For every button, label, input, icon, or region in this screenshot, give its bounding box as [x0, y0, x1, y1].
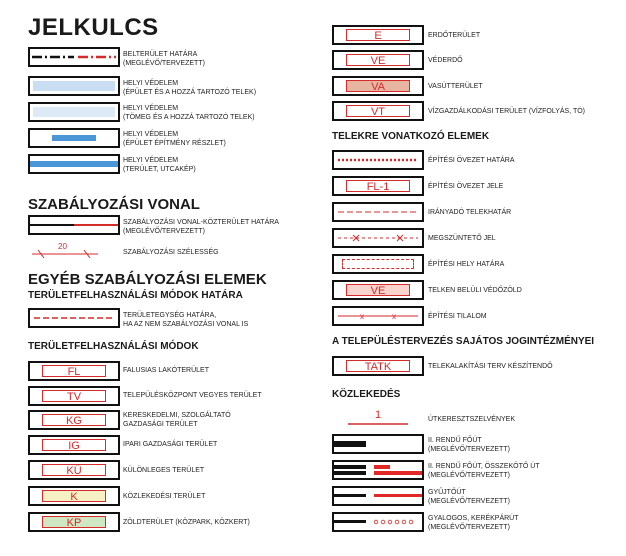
helyi-vedelem-2-symbol — [28, 102, 120, 122]
gyujtout-symbol — [332, 486, 424, 506]
label-epitesi-hely-hatara: ÉPÍTÉSI HELY HATÁRA — [428, 261, 505, 268]
szab-vonal-symbol — [28, 215, 120, 235]
code-box-kp: KP — [28, 512, 120, 532]
belterulet-symbol — [28, 47, 120, 67]
label-ve2: TELKEN BELÜLI VÉDŐZÖLD — [428, 287, 522, 294]
label-tv: TELEPÜLÉSKÖZPONT VEGYES TERÜLET — [123, 392, 262, 399]
label-osszekoto-ut: II. RENDŰ FŐÚT, ÖSSZEKÖTŐ ÚT (MEGLÉVŐ/TERVEZETT) — [428, 463, 540, 479]
modok-heading: TERÜLETFELHASZNÁLÁSI MÓDOK — [28, 341, 199, 352]
label-megszunteto-jel: MEGSZÜNTETŐ JEL — [428, 235, 496, 242]
ii-rendu-fout-symbol — [332, 434, 424, 454]
label-epitesi-ovezet-hatara: ÉPÍTÉSI ÖVEZET HATÁRA — [428, 157, 515, 164]
szelveny-number: 1 — [374, 409, 382, 421]
label-ve: VÉDERDŐ — [428, 57, 463, 64]
epitesi-ovezet-hatara-symbol — [332, 150, 424, 170]
label-helyi-vedelem-4: HELYI VÉDELEM (TERÜLET, UTCAKÉP) — [123, 157, 196, 173]
label-utkeresztszelveny: ÚTKERESZTSZELVÉNYEK — [428, 416, 516, 423]
code-box-ve2: VE — [332, 280, 424, 300]
label-gyujtout: GYŰJTŐÚT (MEGLÉVŐ/TERVEZETT) — [428, 489, 510, 505]
epitesi-tilalom-symbol — [332, 306, 424, 326]
iranyado-telekhatar-symbol — [332, 202, 424, 222]
label-epitesi-tilalom: ÉPÍTÉSI TILALOM — [428, 313, 487, 320]
code-box-tv: TV — [28, 386, 120, 406]
telek-heading: TELEKRE VONATKOZÓ ELEMEK — [332, 131, 490, 142]
label-belterulet: BELTERÜLET HATÁRA (MEGLÉVŐ/TERVEZETT) — [123, 51, 205, 67]
label-fl1: ÉPÍTÉSI ÖVEZET JELE — [428, 183, 504, 190]
label-ig: IPARI GAZDASÁGI TERÜLET — [123, 441, 218, 448]
label-vt: VÍZGAZDÁLKODÁSI TERÜLET (VÍZFOLYÁS, TÓ) — [428, 108, 586, 115]
label-fl: FALUSIAS LAKÓTERÜLET — [123, 367, 209, 374]
label-teruletegyseg: TERÜLETEGYSÉG HATÁRA, HA AZ NEM SZABÁLYOZÁSI VONAL IS — [123, 312, 249, 328]
code-box-e: E — [332, 25, 424, 45]
code-box-fl: FL — [28, 361, 120, 381]
kozl-heading: KÖZLEKEDÉS — [332, 389, 401, 400]
helyi-vedelem-3-symbol — [28, 128, 120, 148]
code-box-ku: KÜ — [28, 460, 120, 480]
hatara-heading: TERÜLETFELHASZNÁLÁSI MÓDOK HATÁRA — [28, 290, 243, 301]
jog-heading: A TELEPÜLÉSTERVEZÉS SAJÁTOS JOGINTÉZMÉNYEI — [332, 336, 595, 347]
label-k: KÖZLEKEDÉSI TERÜLET — [123, 493, 206, 500]
megszunteto-jel-symbol — [332, 228, 424, 248]
label-szab-vonal: SZABÁLYOZÁSI VONAL-KÖZTERÜLET HATÁRA (MEGLÉVŐ/TERVEZETT) — [123, 219, 279, 235]
svg-text:x: x — [392, 312, 396, 321]
szab-szelesseg-symbol — [28, 240, 120, 260]
szelesseg-value: 20 — [58, 242, 67, 251]
code-box-kg: KG — [28, 410, 120, 430]
code-box-ve: VE — [332, 50, 424, 70]
code-box-tatk: TATK — [332, 356, 424, 376]
svg-text:x: x — [360, 312, 364, 321]
utkeresztszelveny-symbol — [332, 408, 424, 428]
label-helyi-vedelem-3: HELYI VÉDELEM (ÉPÜLET ÉPÍTMÉNY RÉSZLET) — [123, 131, 226, 147]
osszekoto-ut-symbol — [332, 460, 424, 480]
label-ii-rendu-fout: II. RENDŰ FŐÚT (MEGLÉVŐ/TERVEZETT) — [428, 437, 510, 453]
helyi-vedelem-1-symbol — [28, 76, 120, 96]
gyalogos-kerekparut-symbol — [332, 512, 424, 532]
label-va: VASÚTTERÜLET — [428, 83, 483, 90]
teruletegyseg-symbol — [28, 308, 120, 328]
helyi-vedelem-4-symbol — [28, 154, 120, 174]
code-box-ig: IG — [28, 435, 120, 455]
label-kp: ZÖLDTERÜLET (KÖZPARK, KÖZKERT) — [123, 519, 250, 526]
egyeb-heading: EGYÉB SZABÁLYOZÁSI ELEMEK — [28, 271, 267, 288]
label-helyi-vedelem-1: HELYI VÉDELEM (ÉPÜLET ÉS A HOZZÁ TARTOZÓ TELEK) — [123, 80, 257, 96]
label-szab-szelesseg: SZABÁLYOZÁSI SZÉLESSÉG — [123, 249, 219, 256]
label-ku: KÜLÖNLEGES TERÜLET — [123, 467, 205, 474]
page-title: JELKULCS — [28, 14, 159, 41]
epitesi-hely-hatara-symbol — [332, 254, 424, 274]
code-box-k: K — [28, 486, 120, 506]
code-box-fl1: FL-1 — [332, 176, 424, 196]
code-box-va: VA — [332, 76, 424, 96]
label-e: ERDŐTERÜLET — [428, 32, 481, 39]
label-helyi-vedelem-2: HELYI VÉDELEM (TÖMEG ÉS A HOZZÁ TARTOZÓ TELEK) — [123, 105, 255, 121]
code-box-vt: VT — [332, 101, 424, 121]
label-gyalogos-kerekparut: GYALOGOS, KERÉKPÁRÚT (MEGLÉVŐ/TERVEZETT) — [428, 515, 519, 531]
label-kg: KERESKEDELMI, SZOLGÁLTATÓ GAZDASÁGI TERÜLET — [123, 412, 231, 428]
label-iranyado-telekhatar: IRÁNYADÓ TELEKHATÁR — [428, 209, 512, 216]
szabalyozasi-vonal-heading: SZABÁLYOZÁSI VONAL — [28, 196, 200, 213]
label-tatk: TELEKALAKÍTÁSI TERV KÉSZÍTENDŐ — [428, 363, 553, 370]
